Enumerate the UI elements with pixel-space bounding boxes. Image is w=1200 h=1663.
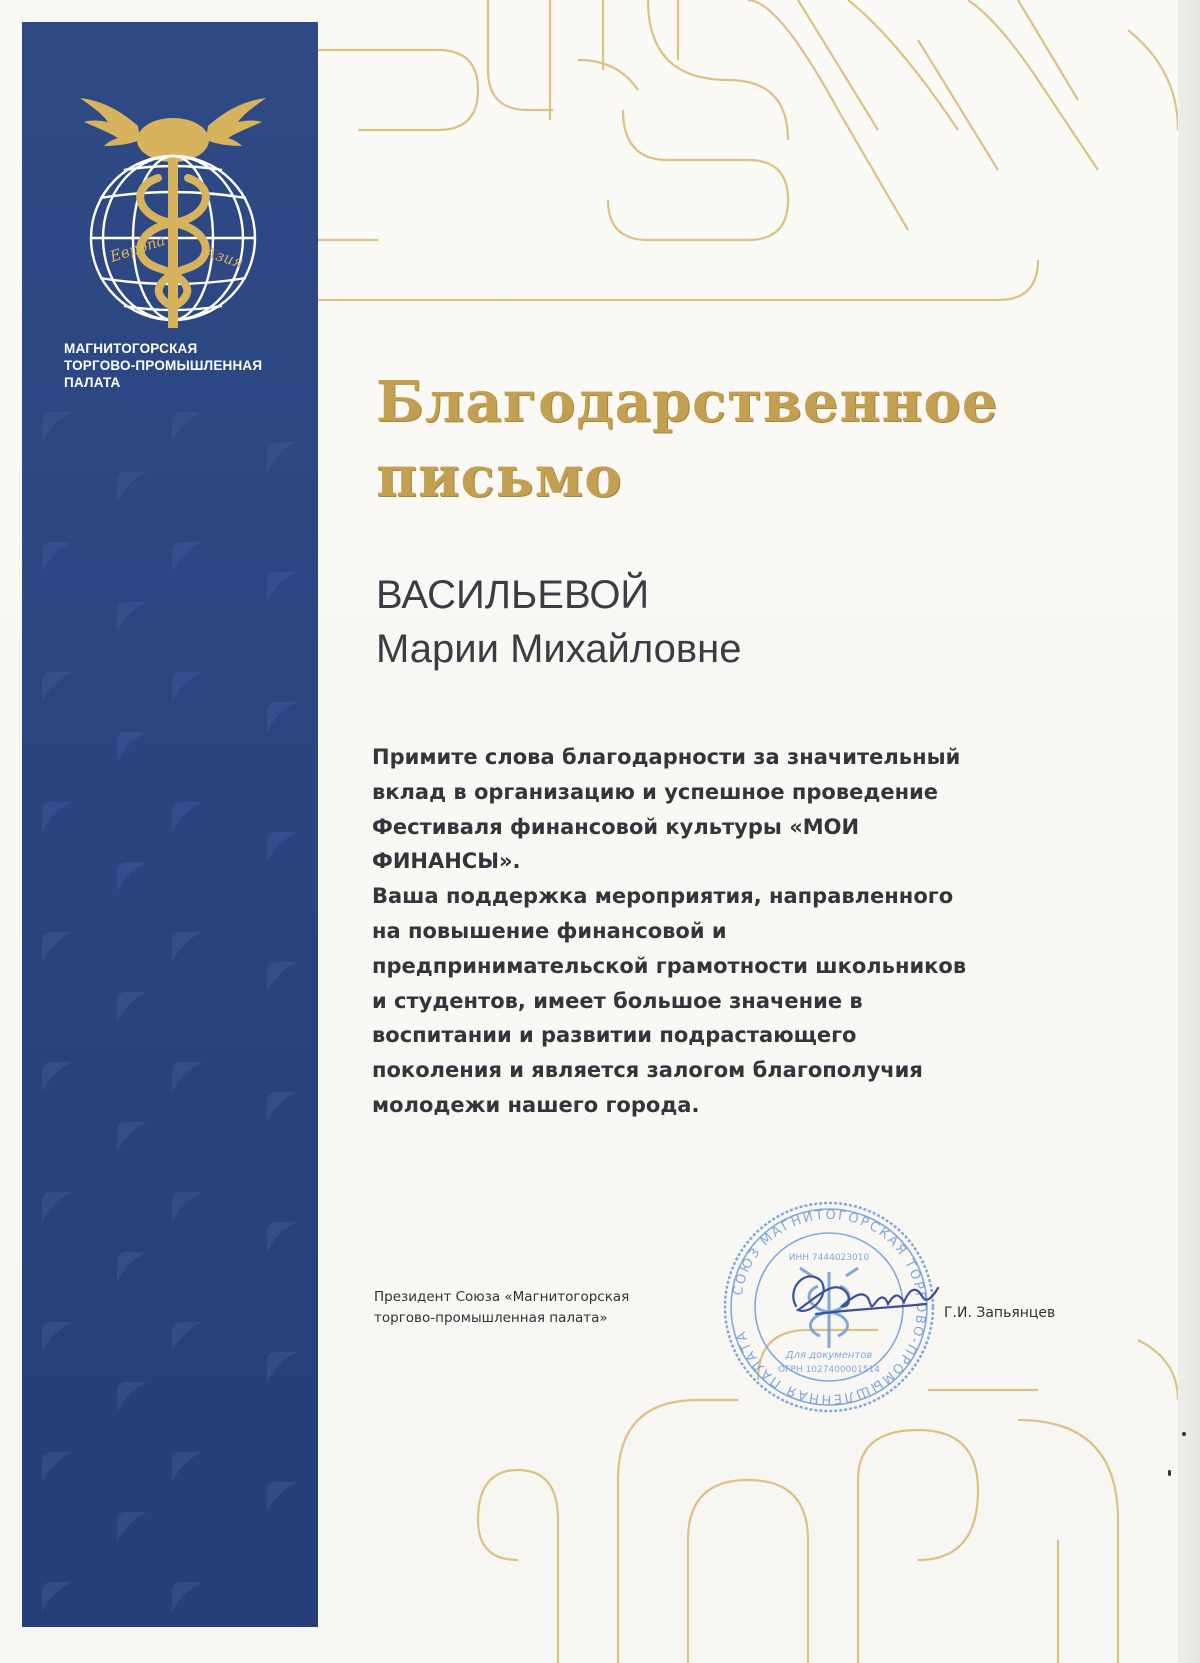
org-name-line: ТОРГОВО-ПРОМЫШЛЕННАЯ [64, 358, 263, 373]
signatory-name: Г.И. Запьянцев [944, 1305, 1056, 1321]
body-line: молодежи нашего города. [372, 1092, 700, 1117]
body-line: воспитании и развитии подрастающего [372, 1023, 857, 1048]
page-edge [1178, 0, 1200, 1663]
signatory-position [374, 1287, 714, 1329]
body-line: ФИНАНСЫ». [372, 849, 521, 874]
body-line: Примите слова благодарности за значительный [372, 745, 961, 769]
signatory-position-line: Президент Союза «Магнитогорская [374, 1289, 630, 1305]
body-line: Фестиваля финансовой культуры «МОИ [372, 814, 860, 839]
body-line: предпринимательской грамотности школьников [372, 953, 967, 978]
scan-speck [1168, 1470, 1171, 1476]
stamp-purpose: Для документов [785, 1350, 873, 1361]
document-title [376, 365, 1076, 515]
body-line: поколения и является залогом благополучия [372, 1058, 923, 1083]
handwritten-signature [776, 1258, 946, 1328]
stamp-ogrn: ОГРН 1027400001514 [777, 1365, 881, 1375]
body-line: Ваша поддержка мероприятия, направленного [372, 884, 954, 909]
org-name-line: МАГНИТОГОРСКАЯ [64, 341, 198, 356]
recipient-name [376, 568, 1076, 676]
signatory-position-line: торгово-промышленная палата» [374, 1310, 608, 1326]
emblem-word-right: Азия [202, 242, 246, 272]
body-line: вклад в организацию и успешное проведение [372, 779, 939, 804]
stamp-outer-text: СОЮЗ МАГНИТОГОРСКАЯ ТОРГОВО-ПРОМЫШЛЕННАЯ ПАЛАТА [730, 1207, 929, 1407]
letter-body [372, 740, 1072, 1123]
sidebar-band [22, 22, 318, 1627]
body-line: и студентов, имеет большое значение в [372, 988, 863, 1013]
recipient-surname: ВАСИЛЬЕВОЙ [376, 573, 650, 617]
org-name-line: ПАЛАТА [64, 375, 121, 390]
body-line: на повышение финансовой и [372, 918, 727, 943]
sidebar-leaf-pattern [22, 402, 318, 1627]
emblem-word-left: Европа [107, 231, 168, 266]
scan-speck [1182, 1432, 1186, 1436]
org-name [64, 340, 304, 391]
title-line: письмо [376, 444, 623, 510]
stamp-inn: ИНН 7444023010 [788, 1253, 870, 1263]
title-line: Благодарственное [376, 369, 999, 435]
caduceus-globe-icon [68, 78, 278, 328]
recipient-given-names: Марии Михайловне [376, 627, 742, 671]
